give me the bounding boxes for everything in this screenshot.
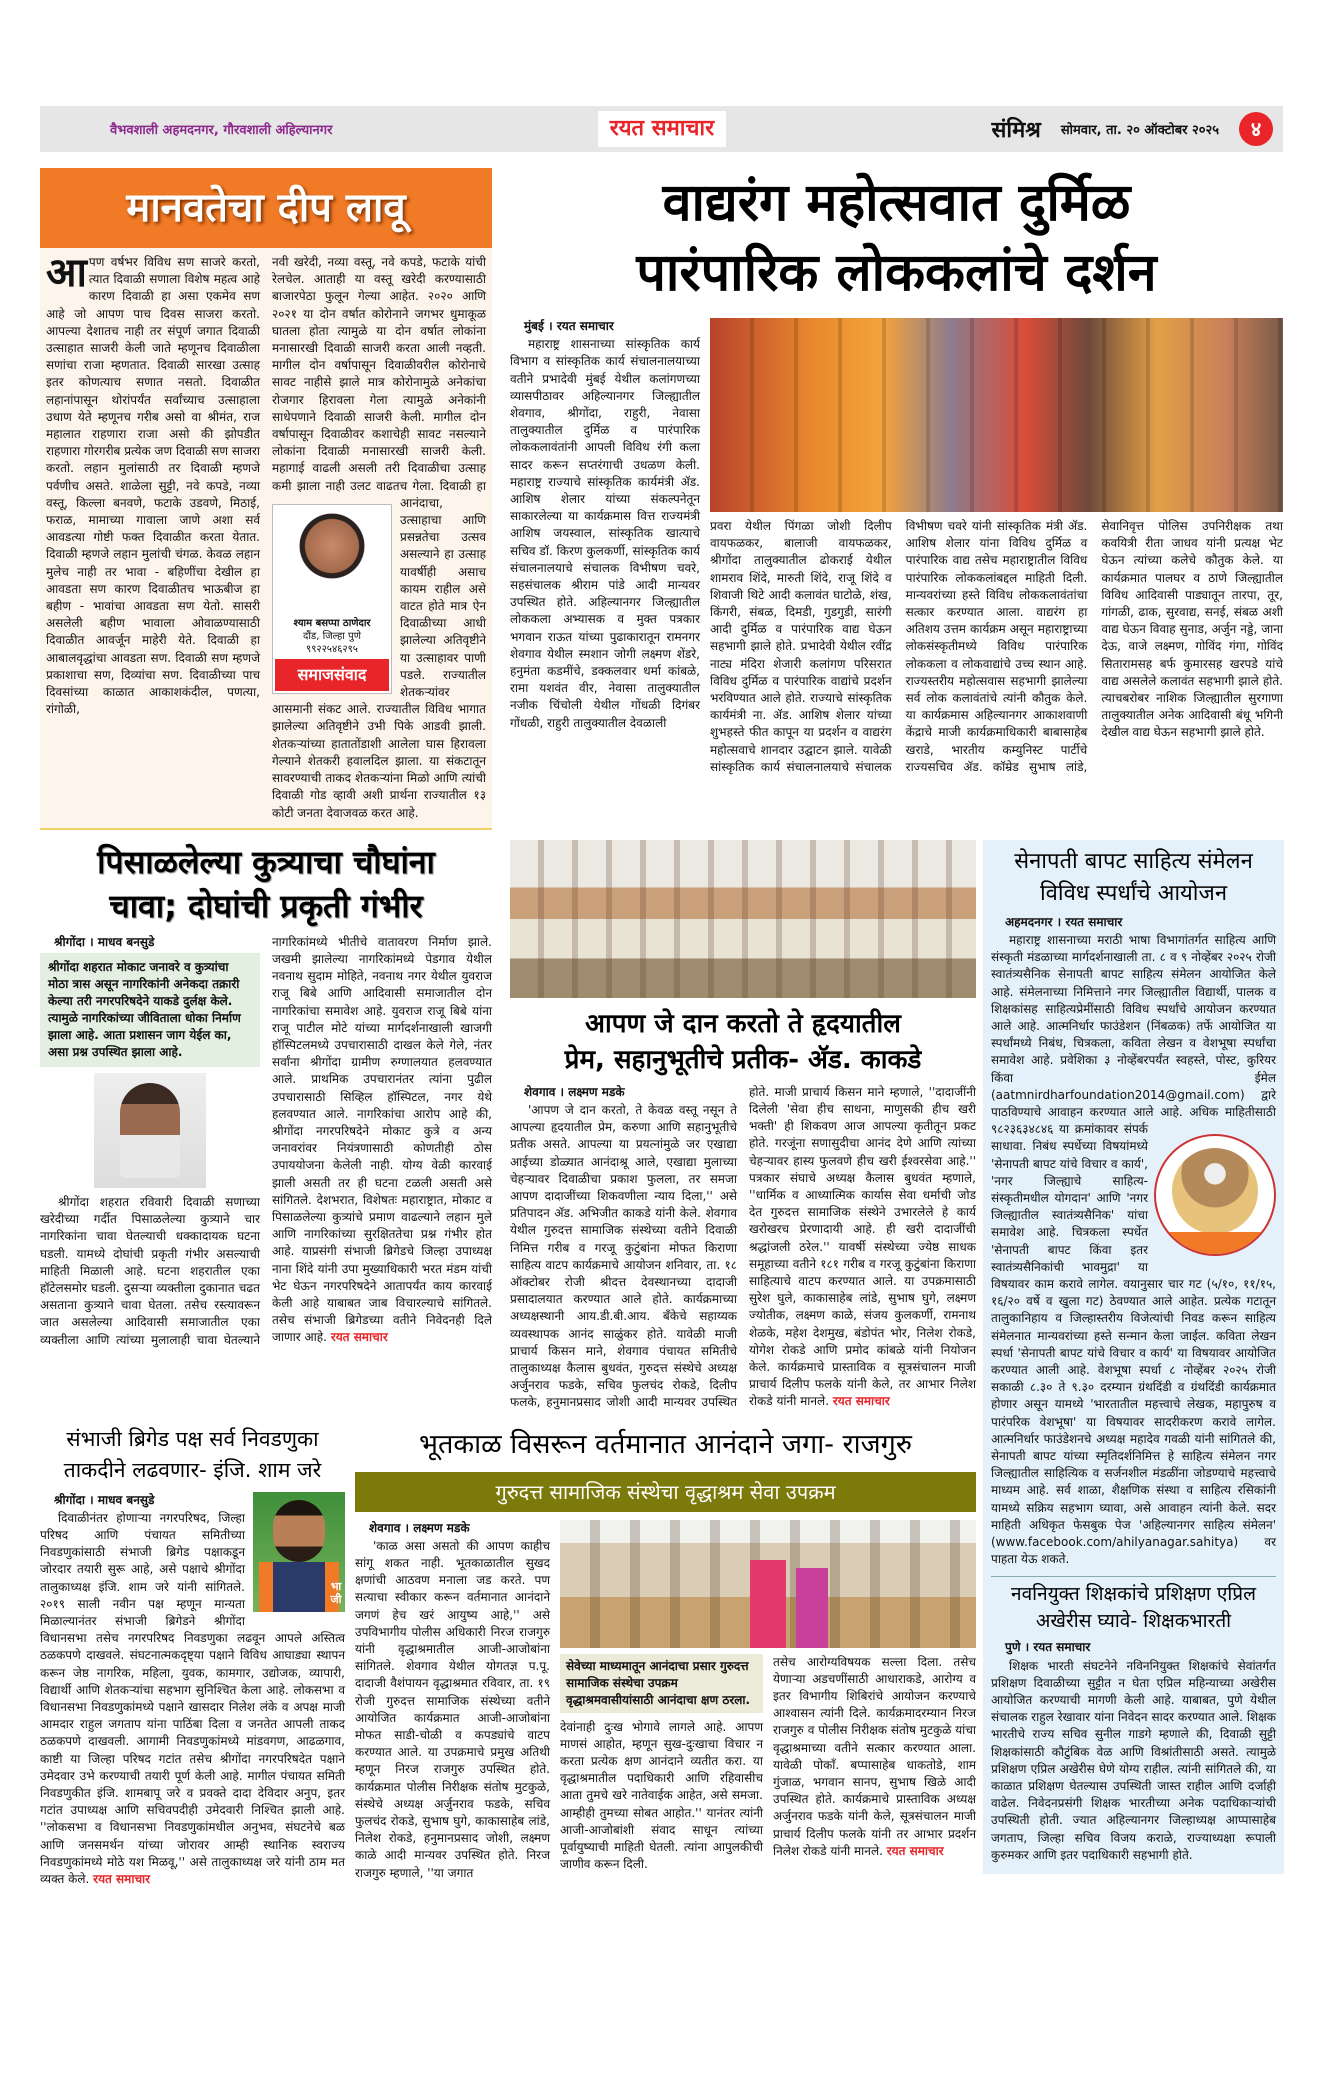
editorial-column-1 [46, 250, 260, 718]
brigade-article [40, 1424, 345, 1889]
oldage-banner: गुरुदत्त सामाजिक संस्थेचा वृद्धाश्रम सेवा उपक्रम [355, 1472, 976, 1512]
donation-headline-line-2: प्रेम, सहानुभूतीचे प्रतीक- ॲड. काकडे [564, 1044, 922, 1075]
oldage-column-1 [355, 1520, 550, 1882]
donation-signoff: रयत समाचार [832, 1394, 890, 1409]
column-badge: समाजसंवाद [275, 659, 389, 691]
oldage-column-2-wrap [560, 1654, 763, 1874]
editorial-article [40, 168, 492, 830]
oldage-text-2: देवांनाही दुःख भोगावे लागले आहे. आपण माणसं आहोत, म्हणून सुख-दुःखाचा विचार न करता प्रत्येक क्षण आनंदाने व्यतीत करा. या वृद्धाश्रमातील पदाधिकारी आणि रहिवासीच आता तुमचे खरे नातेवाईक आहेत, असे समजा. आम्हीही तुमच्या सोबत आहोत.'' यानंतर त्यांनी आजी-आजोबांशी संवाद साधून त्यांच्या पूर्वायुष्याची माहिती घेतली. त्यांना आपुलकीची जाणीव करून दिली. [560, 1719, 763, 1872]
oldage-callout-box: सेवेच्या माध्यमातून आनंदाचा प्रसार गुरुदत्त सामाजिक संस्थेचा उपक्रम वृद्धाश्रमवासीयांसाठी आनंदाचा क्षण ठरला. [560, 1654, 763, 1713]
page-number-badge: ४ [1239, 112, 1273, 146]
author-place: दौंड, जिल्हा पुणे [303, 631, 361, 642]
dog-headline [40, 840, 492, 928]
lead-body [510, 318, 1283, 776]
sidebar-divider [991, 1576, 1276, 1577]
sammelan-text [991, 914, 1276, 1569]
donation-dateline: शेवगाव । लक्ष्मण मडके [524, 1084, 625, 1099]
dog-callout-box: श्रीगोंदा शहरात मोकाट जनावरे व कुत्र्यांचा मोठा त्रास असून नागरिकांनी अनेकदा तक्रारी केल्या तरी नगरपरिषदेने याकडे दुर्लक्ष केले. त्यामुळे नागरिकांच्या जीविताला धोका निर्माण झाला आहे. आता प्रशासन जाग येईल का, असा प्रश्न उपस्थित झाला आहे. [40, 953, 260, 1067]
sammelan-headline-line-2: विविध स्पर्धांचे आयोजन [1039, 880, 1228, 906]
dog-story-photo [94, 1073, 206, 1188]
dog-article [40, 840, 492, 1349]
oldage-signoff: रयत समाचार [886, 1843, 944, 1858]
oldage-photo-group [560, 1520, 976, 1648]
oldage-article [355, 1424, 976, 1882]
brigade-text [40, 1492, 345, 1889]
oldage-column-3 [773, 1654, 976, 1860]
oldage-right-area [560, 1520, 976, 1874]
lead-headline-line-1: वाद्यरंग महोत्सवात दुर्मिळ [662, 173, 1131, 233]
oldage-dateline: शेवगाव । लक्ष्मण मडके [369, 1520, 470, 1535]
bottom-row [40, 1424, 976, 1889]
donation-headline-line-1: आपण जे दान करतो ते हृदयातील [585, 1008, 901, 1039]
sammelan-body: महाराष्ट्र शासनाच्या मराठी भाषा विभागांतर्गत साहित्य आणि संस्कृती मंडळाच्या मार्गदर्शनाखाली ता. ८ व ९ नोव्हेंबर २०२५ रोजी स्वातंत्र्यसैनिक सेनापती बापट साहित्य संमेलन आयोजित केले आहे. संमेलनाच्या निमित्ताने नगर जिल्ह्यातील विद्यार्थी, पालक व शिक्षकांसह साहित्यप्रेमींसाठी विविध स्पर्धांचे आयोजन करण्यात आले आहे. आत्मनिर्धार फाउंडेशन (निंबळक) तर्फे आयोजित या स्पर्धांमध्ये निबंध, चित्रकला, कविता लेखन व वेशभूषा स्पर्धांचा समावेश आहे. प्रवेशिका ३ नोव्हेंबरपर्यंत स्वहस्ते, पोस्ट, कुरियर किंवा ईमेल (aatmnirdharfoundation2014@gmail.com) द्वारे पाठविण्याचे आवाहन करण्यात आले आहे. अधिक माहितीसाठी ९८२३६३४८४६ या क्रमांकावर संपर्क साधावा. निबंध स्पर्धेच्या विषयांमध्ये 'सेनापती बापट यांचे विचार व कार्य', 'नगर जिल्ह्याचे साहित्य-संस्कृतीमधील योगदान' आणि 'नगर जिल्ह्यातील स्वातंत्र्यसैनिक' यांचा समावेश आहे. चित्रकला स्पर्धेत 'सेनापती बापट किंवा इतर स्वातंत्र्यसैनिकांची भावमुद्रा' या विषयावर काम करावे लागेल. वयानुसार चार गट (५/१०, ११/१५, १६/२० वर्षे व खुला गट) ठेवण्यात आले आहेत. प्रत्येक गटातून तालुकानिहाय व जिल्हास्तरीय विजेत्यांची निवड करून साहित्य संमेलनात मान्यवरांच्या हस्ते सन्मान केला जाईल. कविता लेखन स्पर्धा 'सेनापती बापट यांचे विचार व कार्य' या विषयावर आयोजित करण्यात आली आहे. वेशभूषा स्पर्धा ८ नोव्हेंबर २०२५ रोजी सकाळी ८.३० ते ९.३० दरम्यान ग्रंथदिंडी व ग्रंथदिंडी कार्यक्रमात होणार असून यामध्ये 'भारतातील महत्त्वाचे लेखक, महापुरुष व पारंपरिक वेशभूषा' या विषयावर सादरीकरण करावे लागेल. आत्मनिर्धार फाउंडेशनचे अध्यक्ष महादेव गवळी यांनी सांगितले की, सेनापती बापट यांच्या स्मृतिदर्शनिमित्त हे साहित्य संमेलन नगर जिल्ह्यातील साहित्यिक व सर्जनशील मंडळींना जोडण्याचे महत्त्वाचे माध्यम आहे. सर्व शाळा, शैक्षणिक संस्था व साहित्य रसिकांनी यामध्ये सक्रिय सहभाग घ्यावा, असे आवाहन त्यांनी केले. सदर माहिती अधिकृत फेसबुक पेज 'अहिल्यानगर साहित्य संमेलन' (www.facebook.com/ahilyanagar.sahitya) वर पाहता येऊ शकते. [991, 932, 1276, 1567]
masthead-logo: रयत समाचार [598, 111, 726, 147]
author-name: श्याम बसप्पा ठाणेदार [293, 618, 371, 629]
issue-date: सोमवार, ता. २० ऑक्टोबर २०२५ [1060, 123, 1220, 138]
teachers-body: शिक्षक भारती संघटनेने नविननियुक्त शिक्षकांचे सेवांतर्गत प्रशिक्षण दिवाळीच्या सुट्टीत न घेता एप्रिल महिन्याच्या अखेरीस आयोजित करण्याची मागणी केली आहे. याबाबत, पुणे येथील संचालक राहुल रेखावार यांना निवेदन सादर करण्यात आले. शिक्षक भारतीचे राज्य सचिव सुनील गाडगे म्हणाले की, दिवाळी सुट्टी शिक्षकांसाठी कौटुंबिक वेळ आणि विश्रांतीसाठी असते. त्यामुळे प्रशिक्षण एप्रिल अखेरीस घेणे योग्य राहील. त्यांनी सांगितले की, या काळात प्रशिक्षण घेतल्यास उपस्थिती जास्त राहील आणि दर्जाही वाढेल. निवेदनप्रसंगी शिक्षक भारतीच्या अनेक पदाधिकाऱ्यांची उपस्थिती होती. ज्यात अहिल्यानगर जिल्हाध्यक्ष आप्पासाहेब जगताप, जिल्हा सचिव विजय कराळे, राज्याध्यक्षा रूपाली कुरुमकर आणि इतर पदाधिकारी सहभागी होते. [991, 1658, 1276, 1862]
brigade-headline-line-2: ताकदीने लढवणार- इंजि. शाम जरे [63, 1457, 322, 1482]
oldage-headline: भूतकाळ विसरून वर्तमानात आनंदाने जगा- राजगुरु [419, 1428, 912, 1460]
brigade-dateline: श्रीगोंदा । माधव बनसुडे [54, 1492, 155, 1507]
lead-dateline: मुंबई । रयत समाचार [524, 319, 614, 333]
lower-left-area [40, 840, 976, 1889]
editorial-title: मानवतेचा दीप लावू [40, 168, 492, 248]
brigade-signoff: रयत समाचार [93, 1872, 151, 1887]
lead-right-area [710, 318, 1283, 776]
oldage-column-2 [560, 1719, 763, 1874]
sammelan-headline [991, 846, 1276, 910]
editorial-text-2: नवी खरेदी, नव्या वस्तू, नवे कपडे, फटाके यांची रेलचेल. आताही या वस्तू खरेदी करण्यासाठी बाजारपेठा फुलून गेल्या आहेत. २०२० आणि २०२१ या दोन वर्षात कोरोनाने जगभर धुमाकूळ घातला होता त्यामुळे या दोन वर्षात लोकांना मनासारखी दिवाळी साजरी करता आली नव्हती. मागील दोन वर्षापासून दिवाळीवरील कोरोनाचे सावट नाहीसे झाले मात्र कोरोनामुळे अनेकांचा रोजगार हिरावला गेला त्यामुळे अनेकांनी साधेपणाने दिवाळी साजरी केली. मागील दोन वर्षापासून दिवाळीवर कशाचेही सावट नसल्याने लोकांना दिवाळी मनासारखी साजरी केली. महागाई वाढली असली तरी दिवाळीचा उत्साह कमी झाला नाही उलट वाढतच गेला. दिवाळी हा आनंदाचा, उत्साहाचा आणि प्रसन्नतेचा उत्सव असल्याने हा उत्साह यावर्षीही असाच कायम राहील असे वाटत होते मात्र ऐन दिवाळीच्या आधी झालेल्या अतिवृष्टीने या उत्साहावर पाणी पडले. राज्यातील शेतकऱ्यांवर आसमानी संकट आले. राज्यातील विविध भागात झालेल्या अतिवृष्टीने उभी पिके आडवी झाली. शेतकऱ्यांच्या हातातोंडाशी आलेला घास हिरावला गेल्याने शेतकरी हवालदिल झाला. या संकटातून सावरण्याची ताकद शेतकऱ्यांना मिळो आणि त्यांची दिवाळी गोड व्हावी अशी प्रार्थना राज्यातील १३ कोटी जनता देवाजवळ करत आहे. [272, 255, 486, 820]
right-sidebar [983, 840, 1284, 1874]
author-box [272, 504, 392, 694]
lead-headline-line-2: पारंपारिक लोककलांचे दर्शन [636, 243, 1157, 303]
lead-text-1: महाराष्ट्र शासनाच्या सांस्कृतिक कार्य विभाग व सांस्कृतिक कार्य संचालनालयाच्या वतीने प्रभादेवी मुंबई येथील कलांगणच्या व्यासपीठावर अहिल्यानगर जिल्ह्यातील शेवगाव, श्रीगोंदा, राहुरी, नेवासा तालुक्यातील दुर्मिळ व पारंपारिक लोककलावंतांनी आपली विविध रंगी कला सादर करून सप्तरंगाची उधळण केली. महाराष्ट्र राज्याचे सांस्कृतिक कार्यमंत्री ॲड. आशिष शेलार यांच्या संकल्पनेतून साकारलेल्या या कार्यक्रमास वित्त राज्यमंत्री आशिष जयस्वाल, सांस्कृतिक खात्याचे सचिव डॉ. किरण कुलकर्णी, सांस्कृतिक कार्य संचालनालयाचे संचालक विभीषण चवरे, सहसंचालक श्रीराम पांडे आदी मान्यवर उपस्थित होते. अहिल्यानगर जिल्ह्यातील लोककला अभ्यासक व मुक्त पत्रकार भगवान राऊत यांच्या पुढाकारातून रामनगर शेवगाव येथील स्मशान जोगी लक्ष्मण शेंडरे, हनुमंता कडमींचे, डक्कलवार धर्मा कांबळे, रामा यशवंत वीर, नेवासा तालुक्यातील नजीक चिंचोली येथील गोंधळी दिगंबर गोंधळी, राहुरी तालुक्यातील देवळाली [510, 337, 700, 730]
oldage-text-3: तसेच आरोग्यविषयक सल्ला दिला. तसेच येणाऱ्या अडचणींसाठी आधाराकडे, आरोग्य व इतर विभागीय शिबिरांचे आयोजन करण्याचे आश्वासन त्यांनी दिले. कार्यक्रमादरम्यान निरज राजगुरु व पोलीस निरीक्षक संतोष मुटकुळे यांचा वृद्धाश्रमाच्या वतीने सत्कार करण्यात आला. यावेळी पोकॉं. बप्पासाहेब धाकतोडे, शाम गुंजाळ, भगवान सानप, सुभाष खिळे आदी उपस्थित होते. कार्यक्रमाचे प्रास्ताविक अध्यक्ष अर्जुनराव फडके यांनी केले, सूत्रसंचालन माजी प्राचार्य दिलीप फलके यांनी तर आभार प्रदर्शन निलेश रोकडे यांनी मानले. [773, 1654, 976, 1858]
section-name: संमिश्र [991, 118, 1041, 143]
dog-text: श्रीगोंदा शहरात रविवारी दिवाळी सणाच्या खरेदीच्या गर्दीत पिसाळलेल्या कुत्र्याने चार नागरिकांना चावा घेतल्याची धक्कादायक घटना घडली. यामध्ये दोघांची प्रकृती गंभीर असल्याची माहिती मिळाली आहे. घटना शहरातील एका हॉटेलसमोर घडली. दुसऱ्या व्यक्तीला दुकानात चढत असताना कुत्र्याने चावा घेतला. तसेच रस्त्यावरून जात असलेल्या आदिवासी समाजातील एका व्यक्तीला आणि त्यांच्या मुलालाही चावा घेतल्याने नागरिकांमध्ये भीतीचे वातावरण निर्माण झाले. जखमी झालेल्या नागरिकांमध्ये पेडगाव येथील नवनाथ सुदाम मोहिते, नवनाथ नगर येथील युवराज राजू बिबे आणि आदिवासी समाजातील दोन नागरिकांचा समावेश आहे. युवराज राजू बिबे यांना राजू पाटील मोटे यांच्या मार्गदर्शनाखाली खाजगी हॉस्पिटलमध्ये उपचारासाठी दाखल केले गेले, नंतर सर्वांना श्रीगोंदा ग्रामीण रुग्णालयात हलवण्यात आले. प्राथमिक उपचारानंतर त्यांना पुढील उपचारासाठी सिव्हिल हॉस्पिटल, नगर येथे हलवण्यात आले. नागरिकांचा आरोप आहे की, श्रीगोंदा नगरपरिषदेने मोकाट कुत्रे व अन्य जनावरांवर नियंत्रणासाठी कोणतीही ठोस उपाययोजना केलेली नाही. योग्य वेळी कारवाई झाली असती तर ही घटना टळली असती असे सांगितले. देशभरात, विशेषतः महाराष्ट्रात, मोकाट व पिसाळलेल्या कुत्र्यांचे प्रमाण वाढल्याने लहान मुले आणि नागरिकांच्या सुरक्षिततेचा प्रश्न गंभीर होत आहे. याप्रसंगी संभाजी ब्रिगेडचे जिल्हा उपाध्यक्ष नाना शिंदे यांनी उपा मुख्याधिकारी भरत मंडम यांची भेट घेऊन नगरपरिषदेने आतापर्यंत काय कारवाई केली आहे याबाबत जाब विचारल्याचे सांगितले. तसेच संभाजी ब्रिगेडच्या वतीने निवेदनही दिले जाणार आहे. [40, 934, 492, 1347]
editorial-text-1: पण वर्षभर विविध सण साजरे करतो, त्यात दिवाळी सणाला विशेष महत्व आहे कारण दिवाळी हा असा एकमेव सण आहे जो आपण पाच दिवस साजरा करतो. आपल्या देशातच नाही तर संपूर्ण जगात दिवाळी उत्साहात साजरी केली जाते म्हणूनच दिवाळीला सणांचा राजा म्हणतात. दिवाळी सारखा उत्साह इतर कोणत्याच सणात नसतो. दिवाळीत लहानांपासून थोरांपर्यंत सर्वांच्याच उत्साहाला उधाण येते म्हणूनच गरीब असो वा श्रीमंत, राज महालात राहणारा राजा असो की झोपडीत राहणारा गोरगरीब प्रत्येक जण दिवाळी सण साजरा करतो. लहान मुलांसाठी तर दिवाळी म्हणजे पर्वणीच असते. शाळेला सुट्टी, नवे कपडे, नव्या वस्तू, किल्ला बनवणे, फटाके उडवणे, मिठाई, फराळ, मामाच्या गावाला जाणे अशा सर्व आवडत्या गोष्टी फक्त दिवाळीत करता येतात. दिवाळी म्हणजे लहान मुलांची चंगळ. केवळ लहान मुलेच नाही तर भावा - बहिणींचा देखील हा आवडता सण कारण दिवाळीतच भाऊबीज हा बहीण - भावांचा आवडता सण येतो. सासरी असलेली बहीण भावाला ओवाळण्यासाठी दिवाळीत आवर्जून माहेरी येते. दिवाळी हा आबालवृद्धांचा आवडता सण. दिवाळी सण म्हणजे प्रकाशाचा सण, दिव्यांचा सण. दिवाळीच्या पाच दिवसांच्या काळात आकाशकंदील, पणत्या, रांगोळी, [46, 255, 260, 717]
lead-column-1 [510, 318, 700, 732]
teachers-dateline: पुणे । रयत समाचार [1005, 1640, 1091, 1655]
editorial-body [40, 248, 492, 830]
dog-signoff: रयत समाचार [330, 1330, 388, 1345]
dog-headline-line-1: पिसाळलेल्या कुत्र्याचा चौघांना [97, 842, 435, 881]
brigade-headline-line-1: संभाजी ब्रिगेड पक्ष सर्व निवडणुका [66, 1426, 319, 1451]
oldage-body [355, 1520, 976, 1882]
brigade-photo-sham-jare [253, 1492, 345, 1612]
lead-columns-2-4 [710, 518, 1283, 776]
top-region [40, 168, 1283, 830]
lead-photo-folk-artists [710, 318, 1283, 512]
brigade-headline [40, 1424, 345, 1486]
dog-headline-line-2: चावा; दोघांची प्रकृती गंभीर [109, 886, 423, 925]
page-header [40, 106, 1283, 152]
sammelan-headline-line-1: सेनापती बापट साहित्य संमेलन [1014, 848, 1253, 874]
lead-text-2: प्रवरा येथील पिंगळा जोशी दिलीप वायफळकर, बालाजी वायफळकर, श्रीगोंदा तालुक्यातील ढोकराई येथील शामराव शिंदे, मारुती शिंदे, राजू शिंदे व शिवाजी थिटे आदी कलावंत घाटोळे, शंख, किंगरी, संबळ, दिमडी, गुडगुडी, सारंगी आदी दुर्मिळ व पारंपारिक वाद्य घेऊन सहभागी झाले होते. प्रभादेवी येथील रवींद्र नाट्य मंदिरा शेजारी कलांगण परिसरात विविध दुर्मिळ व पारंपारिक वाद्यांचे प्रदर्शन भरविण्यात आले होते. राज्याचे सांस्कृतिक कार्यमंत्री ना. ॲड. आशिष शेलार यांच्या शुभहस्ते फीत कापून या प्रदर्शन व वाद्यरंग महोत्सवाचे शानदार उद्घाटन झाले. यावेळी सांस्कृतिक कार्य संचालनालयाचे संचालक विभीषण चवरे यांनी सांस्कृतिक मंत्री ॲड. आशिष शेलार यांना विविध दुर्मिळ व पारंपारिक वाद्य तसेच महाराष्ट्रातील विविध पारंपारिक लोककलांबद्दल माहिती दिली. मान्यवरांच्या हस्ते विविध लोककलावंतांचा सत्कार करण्यात आला. वाद्यरंग हा अतिशय उत्तम कार्यक्रम असून महाराष्ट्राच्या लोकसंस्कृतीमध्ये विविध पारंपारिक लोककला व लोकवाद्यांचे उच्च स्थान आहे. राज्यस्तरीय महोत्सवास सहभागी झालेल्या सर्व लोक कलावंतांचे त्यांनी कौतुक केले. या कार्यक्रमास अहिल्यानगर आकाशवाणी केंद्राचे माजी कार्यक्रमाधिकारी बाबासाहेब खराडे, भारतीय कम्युनिस्ट पार्टीचे राज्यसचिव ॲड. कॉम्रेड सुभाष लांडे, सेवानिवृत्त पोलिस उपनिरीक्षक तथा कवयित्री रीता जाधव यांनी प्रत्यक्ष भेट घेऊन त्यांच्या कलेचे कौतुक केले. या कार्यक्रमात पालघर व ठाणे जिल्ह्यातील विविध आदिवासी पाड्यातून तारपा, तूर, गांगळी, ढाक, सुरवाद्य, सनई, संबळ अशी वाद्य घेऊन विवाह सुनाड, अर्जुन नड्डे, जाना देऊ, वाजे लक्ष्मण, गोविंद गंगा, गोविंद सितारामसह बर्फ कुमारसह खरपडे यांचे वाद्य असलेले कलावंत सहभागी झाले होते. त्याचबरोबर नाशिक जिल्ह्यातील सुरगाणा तालुक्यातील अनेक आदिवासी बंधू भगिनी देखील वाद्य घेऊन सहभागी झाले होते. [710, 519, 1283, 774]
donation-text-columns [510, 1084, 976, 1412]
brigade-body: दिवाळीनंतर होणाऱ्या नगरपरिषद, जिल्हा परिषद आणि पंचायत समितीच्या निवडणुकांसाठी संभाजी ब्रिगेड पक्षाकडून जोरदार तयारी सुरू आहे, असे पक्षाचे श्रीगोंदा तालुकाध्यक्ष इंजि. शाम जरे यांनी सांगितले. २०१९ साली नवीन पक्ष म्हणून मान्यता मिळाल्यानंतर संभाजी ब्रिगेडने श्रीगोंदा विधानसभा तसेच नगरपरिषद निवडणुका लढवून आपले अस्तित्व ठळकपणे दाखवले. संघटनात्मकदृष्ट्या पक्षाने विविध आघाड्या स्थापन करून जेष्ठ नागरिक, महिला, युवक, कामगार, उद्योजक, व्यापारी, विद्यार्थी आणि शेतकऱ्यांचा सहभाग सुनिश्चित केला आहे. लोकसभा व विधानसभा निवडणुकांमध्ये पक्षाने खासदार निलेश लंके व अपक्ष माजी आमदार राहुल जगताप यांना पाठिंबा दिला व जनतेत आपली ताकद ठळकपणे दाखवली. आगामी निवडणुकांमध्ये मांडवगण, आढळगाव, काष्टी या जिल्हा परिषद गटांत तसेच श्रीगोंदा नगरपरिषदेत पक्षाने उमेदवार उभे करण्याची तयारी पूर्ण केली आहे. मागील पंचायत समिती निवडणुकीत इंजि. शामबापू जरे व प्रवक्ते दादा देविदार अनुप, इतर गटांत उपाध्यक्ष आणि सचिवपदीही उमेदवारी निश्चित झाली आहे. ''लोकसभा व विधानसभा निवडणुकांमधील अनुभव, संघटनेचे बळ आणि जनसमर्थन यांच्या जोरावर आम्ही स्थानिक स्वराज्य निवडणुकांमध्ये मोठे यश मिळवू,'' असे तालुकाध्यक्ष जरे यांनी ठाम मत व्यक्त केले. [40, 1510, 345, 1887]
donation-headline [510, 1006, 976, 1078]
dog-text-columns [40, 934, 492, 1349]
teachers-headline [991, 1581, 1276, 1635]
lower-region [40, 840, 1283, 1889]
lead-article [510, 168, 1283, 776]
donation-article [510, 840, 976, 1412]
donation-photo-group [510, 840, 976, 998]
lead-headline [510, 168, 1283, 308]
donation-text: 'आपण जे दान करतो, ते केवळ वस्तू नसून ते आपल्या हृदयातील प्रेम, करुणा आणि सहानुभूतीचे प्रतीक असते. आपल्या या प्रयत्नांमुळे जर एखाद्या आईच्या डोळ्यात आनंदाश्रू आले, एखाद्या मुलाच्या चेहऱ्यावर दिवाळीचा प्रकाश फुलला, तर समजा आपण दादाजींच्या शिकवणीला न्याय दिला,'' असे प्रतिपादन ॲड. अभिजीत काकडे यांनी केले. शेवगाव येथील गुरुदत्त सामाजिक संस्थेच्या वतीने दिवाळी निमित्त गरीब व गरजू कुटुंबांना मोफत किराणा साहित्य वाटप कार्यक्रमाचे आयोजन शनिवार, ता. १८ ऑक्टोबर रोजी श्रीदत्त देवस्थानच्या दादाजी प्रसादालयात करण्यात आले होते. कार्यक्रमाच्या अध्यक्षस्थानी आय.डी.बी.आय. बँकेचे सहाय्यक व्यवस्थापक आनंद साळुंकर होते. यावेळी माजी प्राचार्य किसन माने, शेवगाव पंचायत समितीचे तालुकाध्यक्ष कैलास बुधवंत, गुरुदत्त संस्थेचे अध्यक्ष अर्जुनराव फडके, सचिव फुलचंद रोकडे, दिलीप फलके, हनुमानप्रसाद जोशी आदी मान्यवर उपस्थित होते. माजी प्राचार्य किसन माने म्हणाले, ''दादाजींनी दिलेली 'सेवा हीच साधना, माणुसकी हीच खरी भक्ती' ही शिकवण आज आपल्या कृतीतून प्रकट होते. गरजूंना सणासुदीचा आनंद देणे आणि त्यांच्या चेहऱ्यावर हास्य फुलवणे हीच खरी ईश्वरसेवा आहे.'' पत्रकार संघाचे अध्यक्ष कैलास बुधवंत म्हणाले, ''धार्मिक व आध्यात्मिक कार्यास सेवा धर्माची जोड देत गुरुदत्त सामाजिक संस्थेने उभारलेले हे कार्य खरोखरच प्रेरणादायी आहे. ही खरी दादाजींची श्रद्धांजली ठरेल.'' यावर्षी संस्थेच्या ज्येष्ठ साधक समूहाच्या वतीने १८१ गरीब व गरजू कुटुंबांना किराणा साहित्याचे वाटप करण्यात आले. या उपक्रमासाठी सुरेश घुले, काकासाहेब लांडे, सुभाष घुगे, लक्ष्मण ज्योतीक, लक्ष्मण काळे, संजय कुलकर्णी, रामनाथ शेळके, महेश देशमुख, बंडोपंत भोर, निलेश रोकडे, योगेश रोकडे आणि प्रमोद कांबळे यांनी नियोजन केले. कार्यक्रमाचे प्रास्ताविक व सूत्रसंचालन माजी प्राचार्य दिलीप फलके यांनी केले, तर आभार निलेश रोकडे यांनी मानले. [510, 1084, 976, 1410]
drop-cap: आ [46, 250, 87, 296]
teachers-text [991, 1639, 1276, 1864]
senapati-bapat-portrait [1172, 1148, 1258, 1234]
author-phone: ९९२२५४६२९५ [306, 644, 358, 655]
header-slogan: वैभवशाली अहमदनगर, गौरवशाली अहिल्यानगर [110, 123, 333, 138]
teachers-headline-line-2: अखेरीस घ्यावे- शिक्षकभारती [1035, 1610, 1232, 1633]
teachers-headline-line-1: नवनियुक्त शिक्षकांचे प्रशिक्षण एप्रिल [1011, 1583, 1256, 1606]
brigade-photo-sash-text: भा जी [330, 1579, 342, 1606]
sammelan-seal [1154, 1134, 1276, 1256]
middle-row [40, 840, 976, 1412]
editorial-column-2 [272, 254, 486, 822]
oldage-text-1: 'काळ असा असतो की आपण काहीच सांगू शकत नाही. भूतकाळातील सुखद क्षणांची आठवण मनाला जड करते. पण सत्याचा स्वीकार करून वर्तमानात आनंदाने जगणं हेच खरं आयुष्य आहे,'' असे उपविभागीय पोलीस अधिकारी निरज राजगुरु यांनी वृद्धाश्रमातील आजी-आजोबांना सांगितले. शेवगाव येथील योगतज्ञ प.पू. दादाजी वैशंपायन वृद्धाश्रमात रविवार, ता. १९ रोजी गुरुदत्त सामाजिक संस्थेच्या वतीने आयोजित कार्यक्रमात आजी-आजोबांना मोफत साडी-चोळी व कपड्यांचे वाटप करण्यात आले. या उपक्रमाचे प्रमुख अतिथी म्हणून निरज राजगुरु उपस्थित होते. कार्यक्रमात पोलीस निरीक्षक संतोष मुटकुळे, संस्थेचे अध्यक्ष अर्जुनराव फडके, सचिव फुलचंद रोकडे, सुभाष घुगे, काकासाहेब लांडे, निलेश रोकडे, हनुमानप्रसाद जोशी, लक्ष्मण काळे आदी मान्यवर उपस्थित होते. निरज राजगुरु म्हणाले, ''या जगात [355, 1538, 550, 1880]
dog-dateline: श्रीगोंदा । माधव बनसुडे [54, 934, 155, 949]
oldage-lower-columns [560, 1654, 976, 1874]
sammelan-dateline: अहमदनगर । रयत समाचार [1005, 914, 1123, 929]
author-photo [292, 511, 372, 611]
